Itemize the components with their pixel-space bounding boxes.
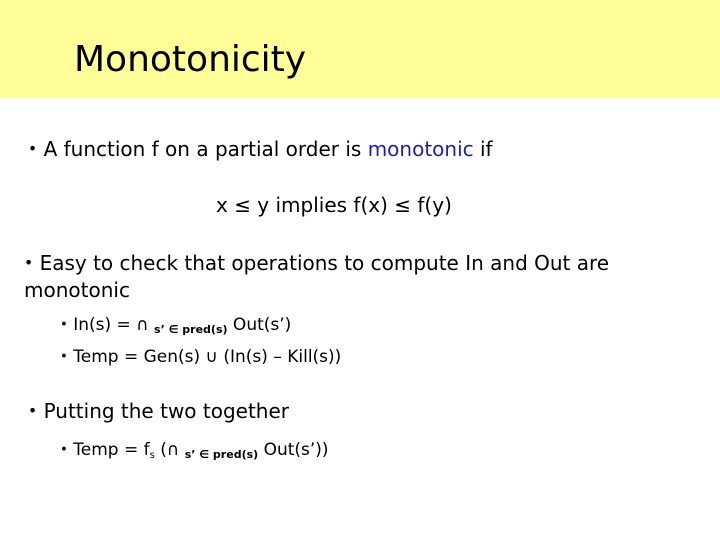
sub-bullet-dot: • (60, 349, 68, 365)
bullet-easy-to-check (24, 250, 684, 304)
in-equation-subscript: s’ ∈ pred(s) (154, 323, 228, 336)
combined-equation-f-subscript: s (149, 450, 155, 461)
combined-equation-tail: Out(s’)) (258, 440, 329, 460)
temp-equation-text: Temp = Gen(s) ∪ (In(s) – Kill(s)) (73, 347, 342, 367)
bullet1-suffix: if (473, 137, 493, 161)
slide-title: Monotonicity (74, 39, 307, 80)
bullet1-prefix: A function f on a partial order is (43, 137, 368, 161)
implication-formula: x ≤ y implies f(x) ≤ f(y) (216, 193, 452, 217)
sub-bullet-in-equation (60, 314, 291, 341)
sub-bullet-dot: • (60, 442, 68, 458)
combined-equation-mid: (∩ (154, 440, 185, 460)
bullet2-text: Easy to check that operations to compute In and Out are monotonic (24, 251, 610, 303)
in-equation-tail: Out(s’) (227, 315, 292, 335)
bullet-dot: • (28, 402, 38, 421)
in-equation-lead: In(s) = ∩ (73, 315, 155, 335)
sub-bullet-dot: • (60, 317, 68, 333)
bullet-dot: • (24, 254, 34, 273)
sub-bullet-temp-equation (60, 346, 341, 368)
bullet-dot: • (28, 140, 38, 159)
bullet3-text: Putting the two together (43, 399, 290, 423)
bullet-monotonic-definition (28, 136, 493, 162)
bullet-putting-together (28, 398, 289, 424)
combined-equation-lead: Temp = f (73, 440, 150, 460)
monotonic-term: monotonic (367, 137, 474, 161)
sub-bullet-combined-equation (60, 439, 329, 467)
combined-equation-subscript: s’ ∈ pred(s) (184, 448, 259, 461)
